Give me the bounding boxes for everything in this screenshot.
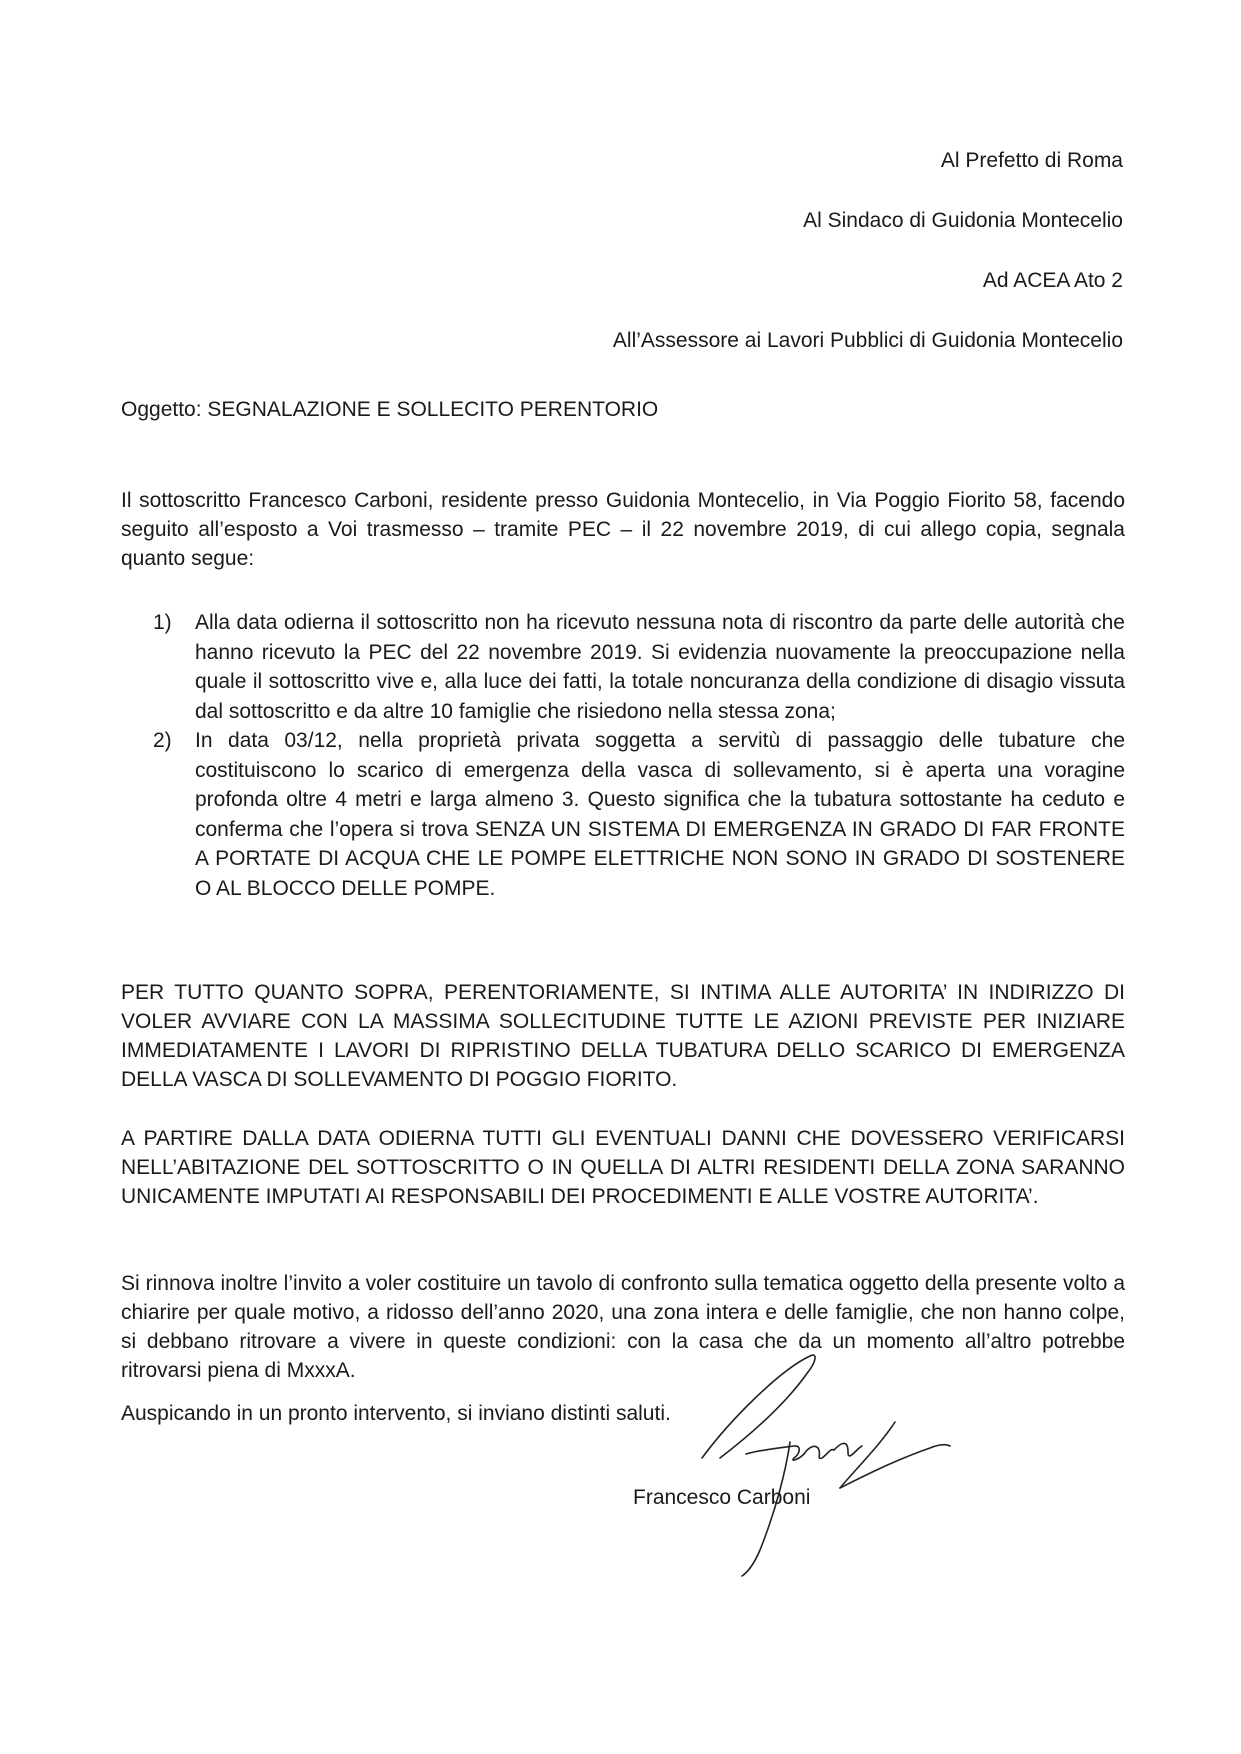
report-list bbox=[153, 608, 1125, 903]
liability-paragraph: A PARTIRE DALLA DATA ODIERNA TUTTI GLI EVENTUALI DANNI CHE DOVESSERO VERIFICARSI NELL’ABITAZIONE DEL SOTTOSCRITTO O IN QUELLA DI ALTRI RESIDENTI DELLA ZONA SARANNO UNICAMENTE IMPUTATI AI RESPONSABILI DEI PROCEDIMENTI E ALLE VOSTRE AUTORITA’. bbox=[121, 1127, 1125, 1208]
handwritten-signature bbox=[690, 1350, 960, 1580]
recipient-acea: Ad ACEA Ato 2 bbox=[982, 269, 1123, 292]
list-item-text: In data 03/12, nella proprietà privata soggetta a servitù di passaggio delle tubature che costituiscono lo scarico di emergenza della vasca di sollevamento, si è aperta una voragine profonda oltre 4 metri e larga almeno 3. Questo significa che la tubatura sottostante ha ceduto e conferma che l’opera si trova SENZA UN SISTEMA DI EMERGENZA IN GRADO DI FAR FRONTE A PORTATE DI ACQUA CHE LE POMPE ELETTRICHE NON SONO IN GRADO DI SOSTENERE O AL BLOCCO DELLE POMPE. bbox=[195, 729, 1125, 900]
subject-line: Oggetto: SEGNALAZIONE E SOLLECITO PERENTORIO bbox=[121, 398, 659, 421]
recipient-prefetto: Al Prefetto di Roma bbox=[940, 149, 1123, 172]
list-item-number: 2) bbox=[153, 729, 172, 752]
closing-line: Auspicando in un pronto intervento, si inviano distinti saluti. bbox=[121, 1402, 671, 1425]
intro-paragraph: Il sottoscritto Francesco Carboni, residente presso Guidonia Montecelio, in Via Poggio Fiorito 58, facendo seguito all’esposto a Voi trasmesso – tramite PEC – il 22 novembre 2019, di cui allego copia, segnala quanto segue: bbox=[121, 489, 1125, 570]
recipients-block bbox=[613, 148, 1123, 388]
signer-name: Francesco Carboni bbox=[633, 1486, 811, 1509]
list-item bbox=[153, 608, 1125, 726]
demand-paragraph: PER TUTTO QUANTO SOPRA, PERENTORIAMENTE, SI INTIMA ALLE AUTORITA’ IN INDIRIZZO DI VOLER AVVIARE CON LA MASSIMA SOLLECITUDINE TUTTE LE AZIONI PREVISTE PER INIZIARE IMMEDIATAMENTE I LAVORI DI RIPRISTINO DELLA TUBATURA DELLO SCARICO DI EMERGENZA DELLA VASCA DI SOLLEVAMENTO DI POGGIO FIORITO. bbox=[121, 981, 1125, 1091]
list-item bbox=[153, 726, 1125, 903]
invitation-paragraph: Si rinnova inoltre l’invito a voler costituire un tavolo di confronto sulla tematica oggetto della presente volto a chiarire per quale motivo, a ridosso dell’anno 2020, una zona intera e delle famiglie, che non hanno colpe, si debbano ritrovare a vivere in queste condizioni: con la casa che da un momento all’altro potrebbe ritrovarsi piena di MxxxA. bbox=[121, 1272, 1125, 1382]
recipient-sindaco: Al Sindaco di Guidonia Montecelio bbox=[803, 209, 1123, 232]
list-item-number: 1) bbox=[153, 611, 172, 634]
list-item-text: Alla data odierna il sottoscritto non ha ricevuto nessuna nota di riscontro da parte delle autorità che hanno ricevuto la PEC del 22 novembre 2019. Si evidenzia nuovamente la preoccupazione nella quale il sottoscritto vive e, alla luce dei fatti, la totale noncuranza della condizione di disagio vissuta dal sottoscritto e da altre 10 famiglie che risiedono nella stessa zona; bbox=[195, 611, 1125, 723]
recipient-assessore: All’Assessore ai Lavori Pubblici di Guidonia Montecelio bbox=[612, 329, 1123, 352]
